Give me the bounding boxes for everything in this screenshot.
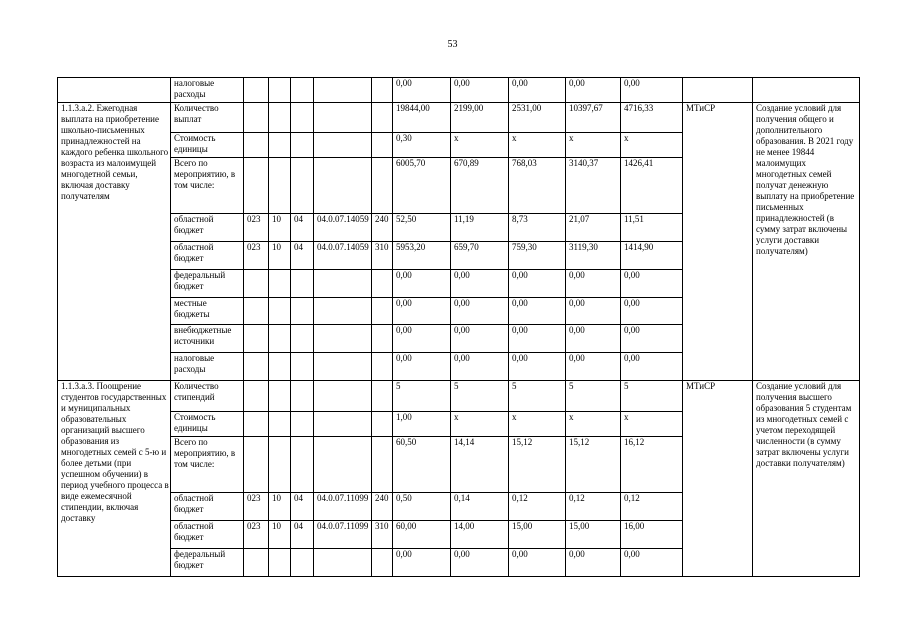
value-year-3-cell: 0,00	[566, 78, 621, 103]
value-year-1-cell: 0,00	[451, 325, 509, 353]
indicator-cell: федеральный бюджет	[171, 549, 244, 577]
value-year-3-cell: 15,00	[566, 521, 621, 549]
code-expense-type-cell	[372, 437, 393, 493]
code-target-article-cell	[314, 158, 372, 214]
code-section-cell	[269, 103, 291, 133]
value-total-cell: 1,00	[393, 412, 451, 437]
code-expense-type-cell	[372, 78, 393, 103]
code-expense-type-cell	[372, 353, 393, 381]
code-expense-type-cell: 310	[372, 521, 393, 549]
value-year-4-cell: 4716,33	[621, 103, 683, 133]
value-year-4-cell: х	[621, 412, 683, 437]
indicator-cell: внебюджетные источники	[171, 325, 244, 353]
code-expense-type-cell: 240	[372, 214, 393, 242]
value-year-3-cell: 0,00	[566, 325, 621, 353]
value-year-1-cell: 11,19	[451, 214, 509, 242]
value-total-cell: 0,00	[393, 325, 451, 353]
value-year-4-cell: 0,12	[621, 493, 683, 521]
code-target-article-cell	[314, 133, 372, 158]
value-total-cell: 5953,20	[393, 242, 451, 270]
code-section-cell	[269, 298, 291, 325]
code-expense-type-cell	[372, 298, 393, 325]
code-grbs-cell	[244, 298, 269, 325]
indicator-cell: областной бюджет	[171, 242, 244, 270]
executor-cell: МТиСР	[683, 381, 753, 577]
value-year-3-cell: 3140,37	[566, 158, 621, 214]
code-grbs-cell	[244, 103, 269, 133]
page-number: 53	[447, 39, 458, 50]
code-section-cell	[269, 133, 291, 158]
indicator-cell: Всего по мероприятию, в том числе:	[171, 158, 244, 214]
value-total-cell: 0,30	[393, 133, 451, 158]
code-grbs-cell	[244, 549, 269, 577]
indicator-cell: местные бюджеты	[171, 298, 244, 325]
value-year-1-cell: 0,14	[451, 493, 509, 521]
value-year-4-cell: 16,00	[621, 521, 683, 549]
code-target-article-cell	[314, 298, 372, 325]
code-subsection-cell	[291, 270, 314, 298]
code-subsection-cell	[291, 353, 314, 381]
value-year-2-cell: х	[509, 133, 566, 158]
code-expense-type-cell	[372, 158, 393, 214]
value-year-1-cell: 659,70	[451, 242, 509, 270]
value-year-3-cell: 15,12	[566, 437, 621, 493]
code-target-article-cell	[314, 437, 372, 493]
value-total-cell: 19844,00	[393, 103, 451, 133]
code-section-cell	[269, 325, 291, 353]
value-year-2-cell: 759,30	[509, 242, 566, 270]
code-subsection-cell	[291, 78, 314, 103]
value-year-4-cell: 0,00	[621, 549, 683, 577]
code-expense-type-cell	[372, 133, 393, 158]
code-section-cell	[269, 437, 291, 493]
code-expense-type-cell	[372, 325, 393, 353]
value-year-3-cell: 21,07	[566, 214, 621, 242]
value-year-4-cell: 1414,90	[621, 242, 683, 270]
value-total-cell: 0,00	[393, 298, 451, 325]
value-year-2-cell: 5	[509, 381, 566, 412]
code-expense-type-cell	[372, 103, 393, 133]
value-year-4-cell: 0,00	[621, 298, 683, 325]
value-year-4-cell: 5	[621, 381, 683, 412]
code-grbs-cell	[244, 353, 269, 381]
executor-cell: МТиСР	[683, 103, 753, 381]
value-year-4-cell: 0,00	[621, 78, 683, 103]
value-year-2-cell: 0,00	[509, 270, 566, 298]
code-expense-type-cell	[372, 412, 393, 437]
value-year-4-cell: 16,12	[621, 437, 683, 493]
value-year-1-cell: 670,89	[451, 158, 509, 214]
code-expense-type-cell	[372, 270, 393, 298]
code-expense-type-cell: 310	[372, 242, 393, 270]
code-section-cell	[269, 158, 291, 214]
value-year-4-cell: 0,00	[621, 353, 683, 381]
value-year-1-cell: 14,14	[451, 437, 509, 493]
code-target-article-cell: 04.0.07.11099	[314, 493, 372, 521]
value-year-1-cell: 0,00	[451, 353, 509, 381]
value-total-cell: 60,00	[393, 521, 451, 549]
code-target-article-cell	[314, 381, 372, 412]
value-year-4-cell: 0,00	[621, 325, 683, 353]
code-target-article-cell	[314, 412, 372, 437]
code-target-article-cell	[314, 549, 372, 577]
value-total-cell: 0,00	[393, 549, 451, 577]
code-grbs-cell	[244, 133, 269, 158]
indicator-cell: областной бюджет	[171, 493, 244, 521]
indicator-cell: Стоимость единицы	[171, 133, 244, 158]
value-total-cell: 0,00	[393, 270, 451, 298]
value-year-2-cell: 2531,00	[509, 103, 566, 133]
value-year-3-cell: 0,00	[566, 298, 621, 325]
code-target-article-cell	[314, 103, 372, 133]
code-grbs-cell	[244, 437, 269, 493]
code-target-article-cell: 04.0.07.14059	[314, 214, 372, 242]
table-row	[58, 381, 860, 412]
value-year-1-cell: 0,00	[451, 298, 509, 325]
measure-name-cell	[58, 78, 171, 103]
value-year-1-cell: 2199,00	[451, 103, 509, 133]
value-year-3-cell: х	[566, 133, 621, 158]
value-year-2-cell: 0,12	[509, 493, 566, 521]
value-year-2-cell: 768,03	[509, 158, 566, 214]
code-grbs-cell	[244, 325, 269, 353]
code-section-cell	[269, 381, 291, 412]
value-year-2-cell: 0,00	[509, 298, 566, 325]
code-section-cell: 10	[269, 521, 291, 549]
result-cell	[753, 78, 860, 103]
code-subsection-cell: 04	[291, 242, 314, 270]
value-year-3-cell: 3119,30	[566, 242, 621, 270]
budget-table	[57, 77, 860, 577]
value-year-2-cell: 8,73	[509, 214, 566, 242]
value-year-2-cell: 0,00	[509, 549, 566, 577]
value-total-cell: 0,50	[393, 493, 451, 521]
code-section-cell	[269, 412, 291, 437]
code-section-cell	[269, 270, 291, 298]
value-year-4-cell: 1426,41	[621, 158, 683, 214]
code-subsection-cell	[291, 298, 314, 325]
value-year-2-cell: 0,00	[509, 353, 566, 381]
value-year-2-cell: 0,00	[509, 325, 566, 353]
code-target-article-cell: 04.0.07.11099	[314, 521, 372, 549]
code-grbs-cell	[244, 270, 269, 298]
indicator-cell: Всего по мероприятию, в том числе:	[171, 437, 244, 493]
code-subsection-cell	[291, 158, 314, 214]
indicator-cell: областной бюджет	[171, 521, 244, 549]
code-subsection-cell	[291, 437, 314, 493]
code-grbs-cell: 023	[244, 521, 269, 549]
code-section-cell	[269, 353, 291, 381]
measure-name-cell: 1.1.3.а.3. Поощрение студентов государственных и муниципальных образовательных организаций высшего образования из многодетных семей с 5-ю и более детьми (при успешном обучении) в период учебного процесса в виде ежемесячной стипендии, включая доставку	[58, 381, 171, 577]
indicator-cell: Количество выплат	[171, 103, 244, 133]
measure-name-cell: 1.1.3.а.2. Ежегодная выплата на приобретение школьно-письменных принадлежностей на каждого ребенка школьного возраста из малоимущей многодетной семьи, включая доставку получателям	[58, 103, 171, 381]
code-subsection-cell	[291, 103, 314, 133]
value-total-cell: 6005,70	[393, 158, 451, 214]
value-total-cell: 52,50	[393, 214, 451, 242]
code-grbs-cell	[244, 78, 269, 103]
value-year-3-cell: х	[566, 412, 621, 437]
value-total-cell: 0,00	[393, 78, 451, 103]
code-subsection-cell	[291, 381, 314, 412]
value-year-4-cell: 0,00	[621, 270, 683, 298]
code-target-article-cell: 04.0.07.14059	[314, 242, 372, 270]
code-expense-type-cell	[372, 549, 393, 577]
result-cell: Создание условий для получения высшего образования 5 студентам из многодетных семей с учетом переходящей численности (в сумму затрат включены услуги доставки получателям)	[753, 381, 860, 577]
value-year-2-cell: 15,00	[509, 521, 566, 549]
code-section-cell	[269, 549, 291, 577]
code-subsection-cell	[291, 133, 314, 158]
value-year-1-cell: х	[451, 412, 509, 437]
code-grbs-cell	[244, 412, 269, 437]
code-expense-type-cell	[372, 381, 393, 412]
value-year-1-cell: 5	[451, 381, 509, 412]
code-subsection-cell	[291, 412, 314, 437]
code-expense-type-cell: 240	[372, 493, 393, 521]
code-target-article-cell	[314, 78, 372, 103]
indicator-cell: Количество стипендий	[171, 381, 244, 412]
value-total-cell: 0,00	[393, 353, 451, 381]
code-section-cell: 10	[269, 214, 291, 242]
code-section-cell	[269, 78, 291, 103]
table-row	[58, 103, 860, 133]
code-grbs-cell	[244, 381, 269, 412]
executor-cell	[683, 78, 753, 103]
result-cell: Создание условий для получения общего и дополнительного образования. В 2021 году не менее 19844 малоимущих многодетных семей получат денежную выплату на приобретение письменных принадлежностей (в сумму затрат включены услуги доставки получателям)	[753, 103, 860, 381]
table-row	[58, 78, 860, 103]
code-grbs-cell: 023	[244, 214, 269, 242]
value-total-cell: 60,50	[393, 437, 451, 493]
code-target-article-cell	[314, 325, 372, 353]
indicator-cell: областной бюджет	[171, 214, 244, 242]
value-year-4-cell: 11,51	[621, 214, 683, 242]
indicator-cell: налоговые расходы	[171, 78, 244, 103]
value-year-2-cell: 0,00	[509, 78, 566, 103]
value-year-2-cell: 15,12	[509, 437, 566, 493]
code-subsection-cell	[291, 325, 314, 353]
code-grbs-cell: 023	[244, 242, 269, 270]
value-year-3-cell: 0,12	[566, 493, 621, 521]
code-section-cell: 10	[269, 493, 291, 521]
code-subsection-cell: 04	[291, 521, 314, 549]
value-year-4-cell: х	[621, 133, 683, 158]
value-year-3-cell: 5	[566, 381, 621, 412]
value-year-3-cell: 10397,67	[566, 103, 621, 133]
code-subsection-cell: 04	[291, 214, 314, 242]
value-year-1-cell: 0,00	[451, 78, 509, 103]
code-target-article-cell	[314, 353, 372, 381]
value-year-1-cell: 0,00	[451, 549, 509, 577]
indicator-cell: налоговые расходы	[171, 353, 244, 381]
code-target-article-cell	[314, 270, 372, 298]
value-year-3-cell: 0,00	[566, 353, 621, 381]
code-subsection-cell	[291, 549, 314, 577]
indicator-cell: федеральный бюджет	[171, 270, 244, 298]
value-year-3-cell: 0,00	[566, 549, 621, 577]
code-section-cell: 10	[269, 242, 291, 270]
code-grbs-cell	[244, 158, 269, 214]
value-total-cell: 5	[393, 381, 451, 412]
indicator-cell: Стоимость единицы	[171, 412, 244, 437]
value-year-1-cell: 14,00	[451, 521, 509, 549]
value-year-3-cell: 0,00	[566, 270, 621, 298]
value-year-2-cell: х	[509, 412, 566, 437]
code-grbs-cell: 023	[244, 493, 269, 521]
value-year-1-cell: 0,00	[451, 270, 509, 298]
code-subsection-cell: 04	[291, 493, 314, 521]
value-year-1-cell: х	[451, 133, 509, 158]
